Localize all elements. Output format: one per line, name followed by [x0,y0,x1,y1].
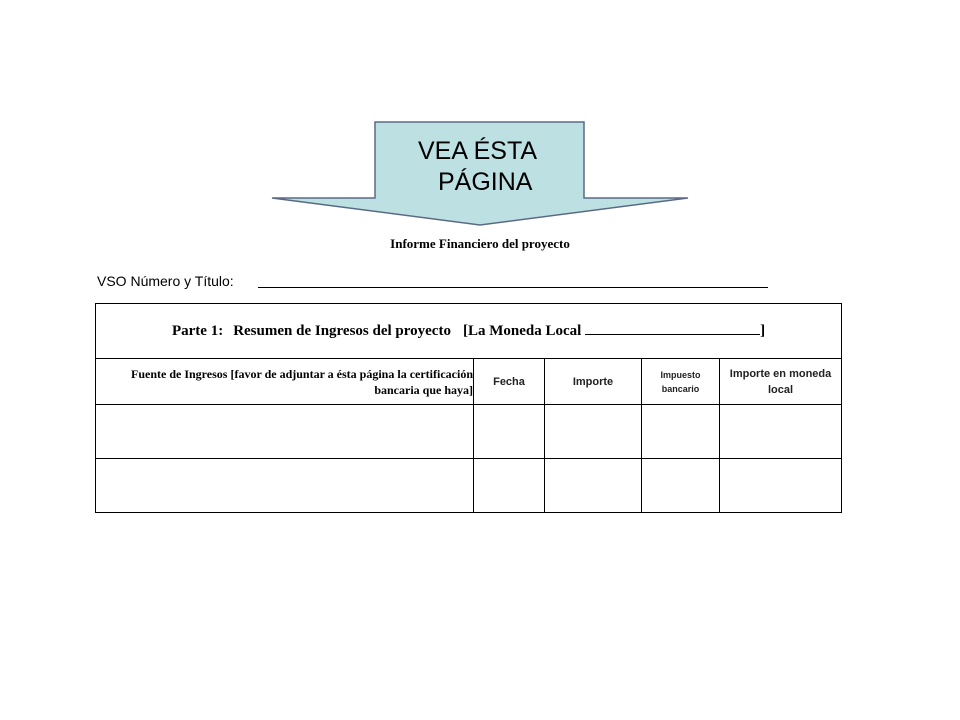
header-income-source: Fuente de Ingresos [favor de adjuntar a ésta página la certificación bancaria que haya] [96,359,474,405]
part-label: Parte 1: [171,323,224,339]
table-row [96,405,842,459]
vso-number-title-label: VSO Número y Título: [97,273,234,289]
income-summary-table [95,303,842,513]
callout-text [388,136,578,198]
callout-line-1: VEA ÉSTA [418,137,538,165]
table-row [96,459,842,513]
row-2-date-cell[interactable] [474,459,545,513]
currency-label: [La Moneda Local [462,323,582,339]
header-bank-tax: Impuesto bancario [642,359,720,405]
currency-blank-line[interactable] [585,322,760,335]
row-1-local-amount-cell[interactable] [720,405,842,459]
header-amount: Importe [545,359,642,405]
header-local-currency-amount: Importe en moneda local [720,359,842,405]
row-1-amount-cell[interactable] [545,405,642,459]
row-2-source-cell[interactable] [96,459,474,513]
row-1-bank-tax-cell[interactable] [642,405,720,459]
row-2-amount-cell[interactable] [545,459,642,513]
callout-line-2: PÁGINA [438,168,533,196]
part-header-cell [96,304,842,359]
header-date: Fecha [474,359,545,405]
row-1-source-cell[interactable] [96,405,474,459]
vso-number-title-field-line[interactable] [258,287,768,288]
part-title: Resumen de Ingresos del proyecto [233,323,451,339]
row-1-date-cell[interactable] [474,405,545,459]
part-header-row [96,304,842,359]
report-title: Informe Financiero del proyecto [390,236,570,251]
row-2-local-amount-cell[interactable] [720,459,842,513]
currency-close-bracket: ] [760,323,766,339]
column-header-row [96,359,842,405]
row-2-bank-tax-cell[interactable] [642,459,720,513]
